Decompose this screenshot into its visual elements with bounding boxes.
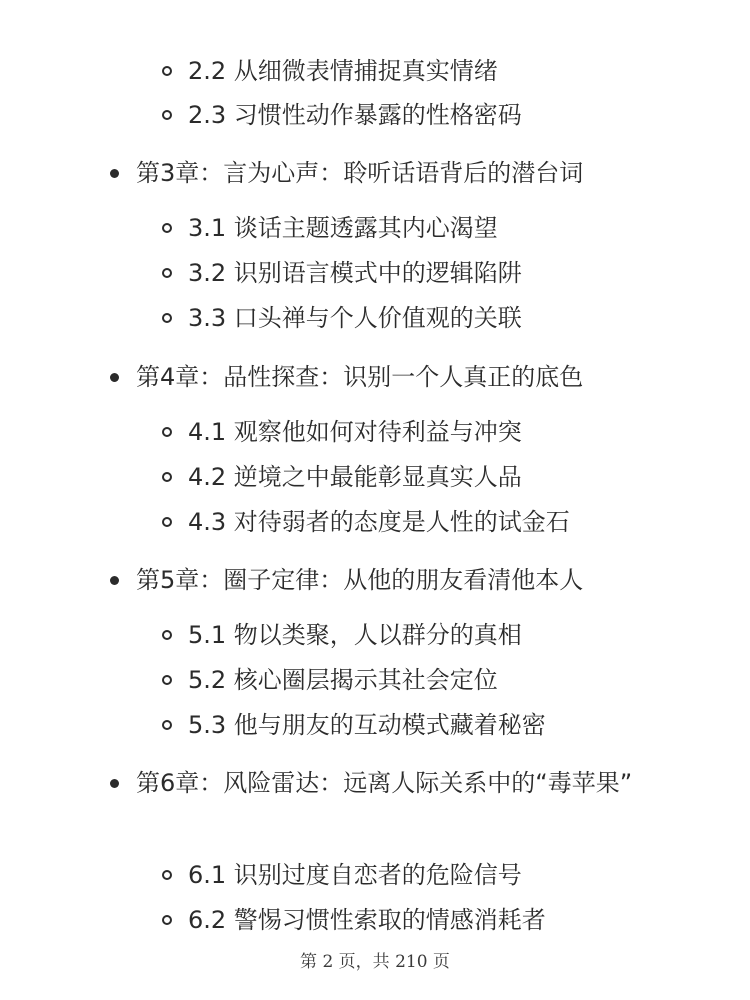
sub-bullet-icon (162, 427, 172, 437)
toc-chapter-4: 第4章：品性探查：识别一个人真正的底色 (136, 363, 584, 391)
toc-chapter-5: 第5章：圈子定律：从他的朋友看清他本人 (136, 566, 584, 594)
page-number-footer: 第 2 页，共 210 页 (300, 952, 450, 972)
toc-item-3-1: 3.1 谈话主题透露其内心渴望 (188, 214, 498, 242)
toc-item-3-2: 3.2 识别语言模式中的逻辑陷阱 (188, 259, 522, 287)
sub-bullet-icon (162, 110, 172, 120)
toc-item-5-1: 5.1 物以类聚，人以群分的真相 (188, 621, 522, 649)
sub-bullet-icon (162, 720, 172, 730)
toc-item-2-3: 2.3 习惯性动作暴露的性格密码 (188, 101, 522, 129)
toc-item-6-2: 6.2 警惕习惯性索取的情感消耗者 (188, 906, 546, 934)
sub-bullet-icon (162, 915, 172, 925)
chapter-bullet-icon (110, 169, 119, 178)
sub-bullet-icon (162, 223, 172, 233)
toc-item-4-3: 4.3 对待弱者的态度是人性的试金石 (188, 508, 570, 536)
sub-bullet-icon (162, 313, 172, 323)
toc-item-4-1: 4.1 观察他如何对待利益与冲突 (188, 418, 522, 446)
chapter-bullet-icon (110, 576, 119, 585)
sub-bullet-icon (162, 630, 172, 640)
sub-bullet-icon (162, 517, 172, 527)
toc-item-3-3: 3.3 口头禅与个人价值观的关联 (188, 304, 522, 332)
toc-chapter-3: 第3章：言为心声：聆听话语背后的潜台词 (136, 159, 584, 187)
toc-item-5-3: 5.3 他与朋友的互动模式藏着秘密 (188, 711, 546, 739)
toc-chapter-6: 第6章：风险雷达：远离人际关系中的“毒苹果” (136, 769, 633, 797)
toc-item-5-2: 5.2 核心圈层揭示其社会定位 (188, 666, 498, 694)
toc-item-6-1: 6.1 识别过度自恋者的危险信号 (188, 861, 522, 889)
sub-bullet-icon (162, 472, 172, 482)
sub-bullet-icon (162, 675, 172, 685)
sub-bullet-icon (162, 870, 172, 880)
toc-item-2-2: 2.2 从细微表情捕捉真实情绪 (188, 57, 498, 85)
chapter-bullet-icon (110, 373, 119, 382)
sub-bullet-icon (162, 268, 172, 278)
sub-bullet-icon (162, 66, 172, 76)
chapter-bullet-icon (110, 779, 119, 788)
toc-item-4-2: 4.2 逆境之中最能彰显真实人品 (188, 463, 522, 491)
